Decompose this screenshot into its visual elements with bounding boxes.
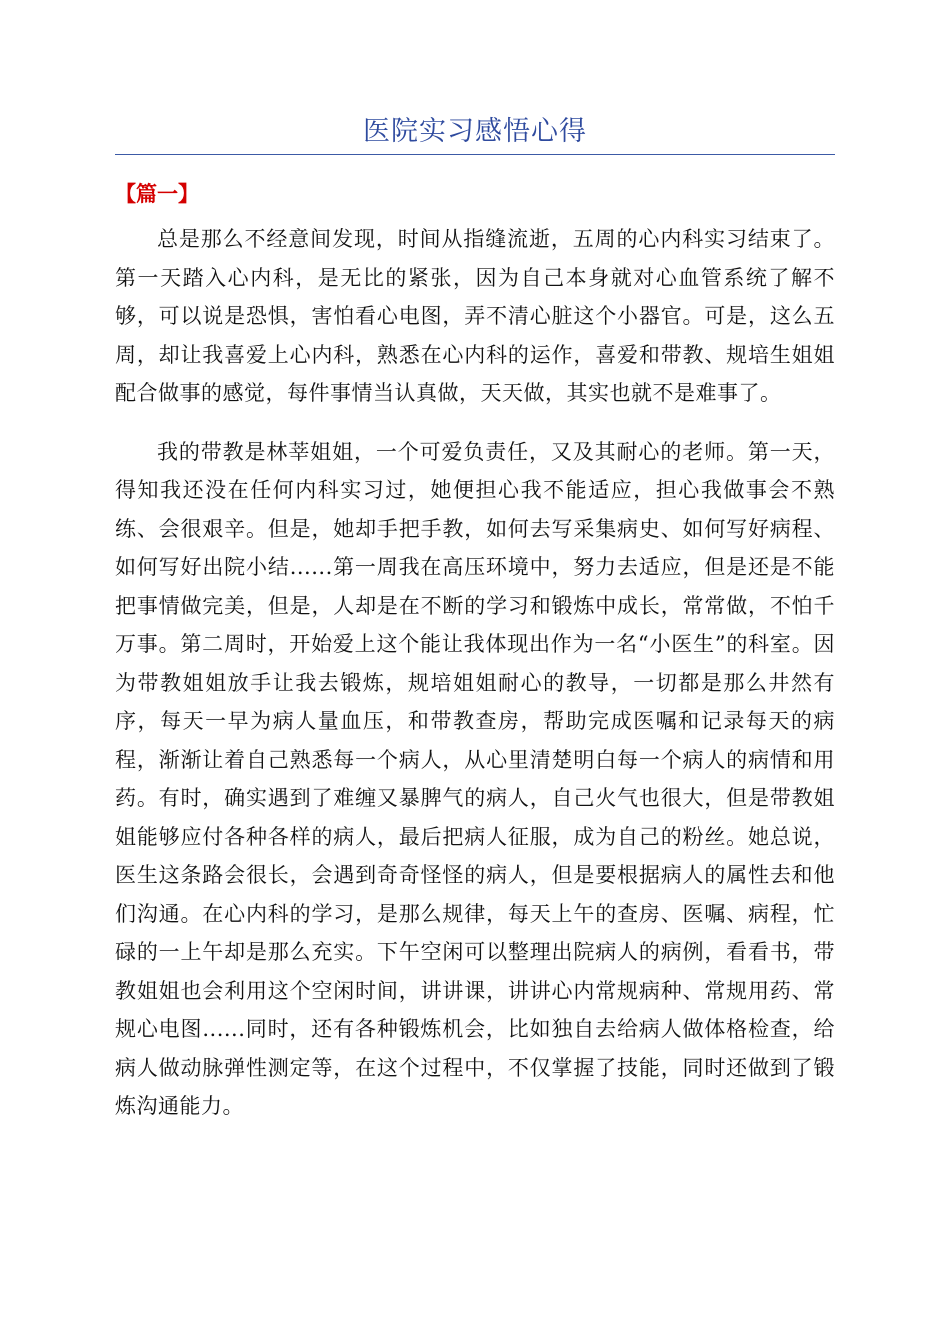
section-heading: 【篇一】: [115, 182, 199, 206]
paragraph-1: 总是那么不经意间发现，时间从指缝流逝，五周的心内科实习结束了。第一天踏入心内科，是无比的紧张，因为自己本身就对心血管系统了解不够，可以说是恐惧，害怕看心电图，弄不清心脏这个小器官。可是，这么五周，却让我喜爱上心内科，熟悉在心内科的运作，喜爱和带教、规培生姐姐配合做事的感觉，每件事情当认真做，天天做，其实也就不是难事了。: [115, 227, 835, 405]
paragraph-2: 我的带教是林莘姐姐，一个可爱负责任，又及其耐心的老师。第一天，得知我还没在任何内科实习过，她便担心我不能适应，担心我做事会不熟练、会很艰辛。但是，她却手把手教，如何去写采集病史、如何写好病程、如何写好出院小结......第一周我在高压环境中，努力去适应，但是还是不能把事情做完美，但是，人却是在不断的学习和锻炼中成长，常常做，不怕千万事。第二周时，开始爱上这个能让我体现出作为一名“小医生”的科室。因为带教姐姐放手让我去锻炼，规培姐姐耐心的教导，一切都是那么井然有序，每天一早为病人量血压，和带教查房，帮助完成医嘱和记录每天的病程，渐渐让着自己熟悉每一个病人，从心里清楚明白每一个病人的病情和用药。有时，确实遇到了难缠又暴脾气的病人，自己火气也很大，但是带教姐姐能够应付各种各样的病人，最后把病人征服，成为自己的粉丝。她总说，医生这条路会很长，会遇到奇奇怪怪的病人，但是要根据病人的属性去和他们沟通。在心内科的学习，是那么规律，每天上午的查房、医嘱、病程，忙碌的一上午却是那么充实。下午空闲可以整理出院病人的病例，看看书，带教姐姐也会利用这个空闲时间，讲讲课，讲讲心内常规病种、常规用药、常规心电图......同时，还有各种锻炼机会，比如独自去给病人做体格检查，给病人做动脉弹性测定等，在这个过程中，不仅掌握了技能，同时还做到了锻炼沟通能力。: [115, 439, 835, 1118]
document-title: 医院实习感悟心得: [363, 116, 587, 147]
title-underline: [115, 154, 835, 155]
document-body: [115, 220, 835, 1146]
